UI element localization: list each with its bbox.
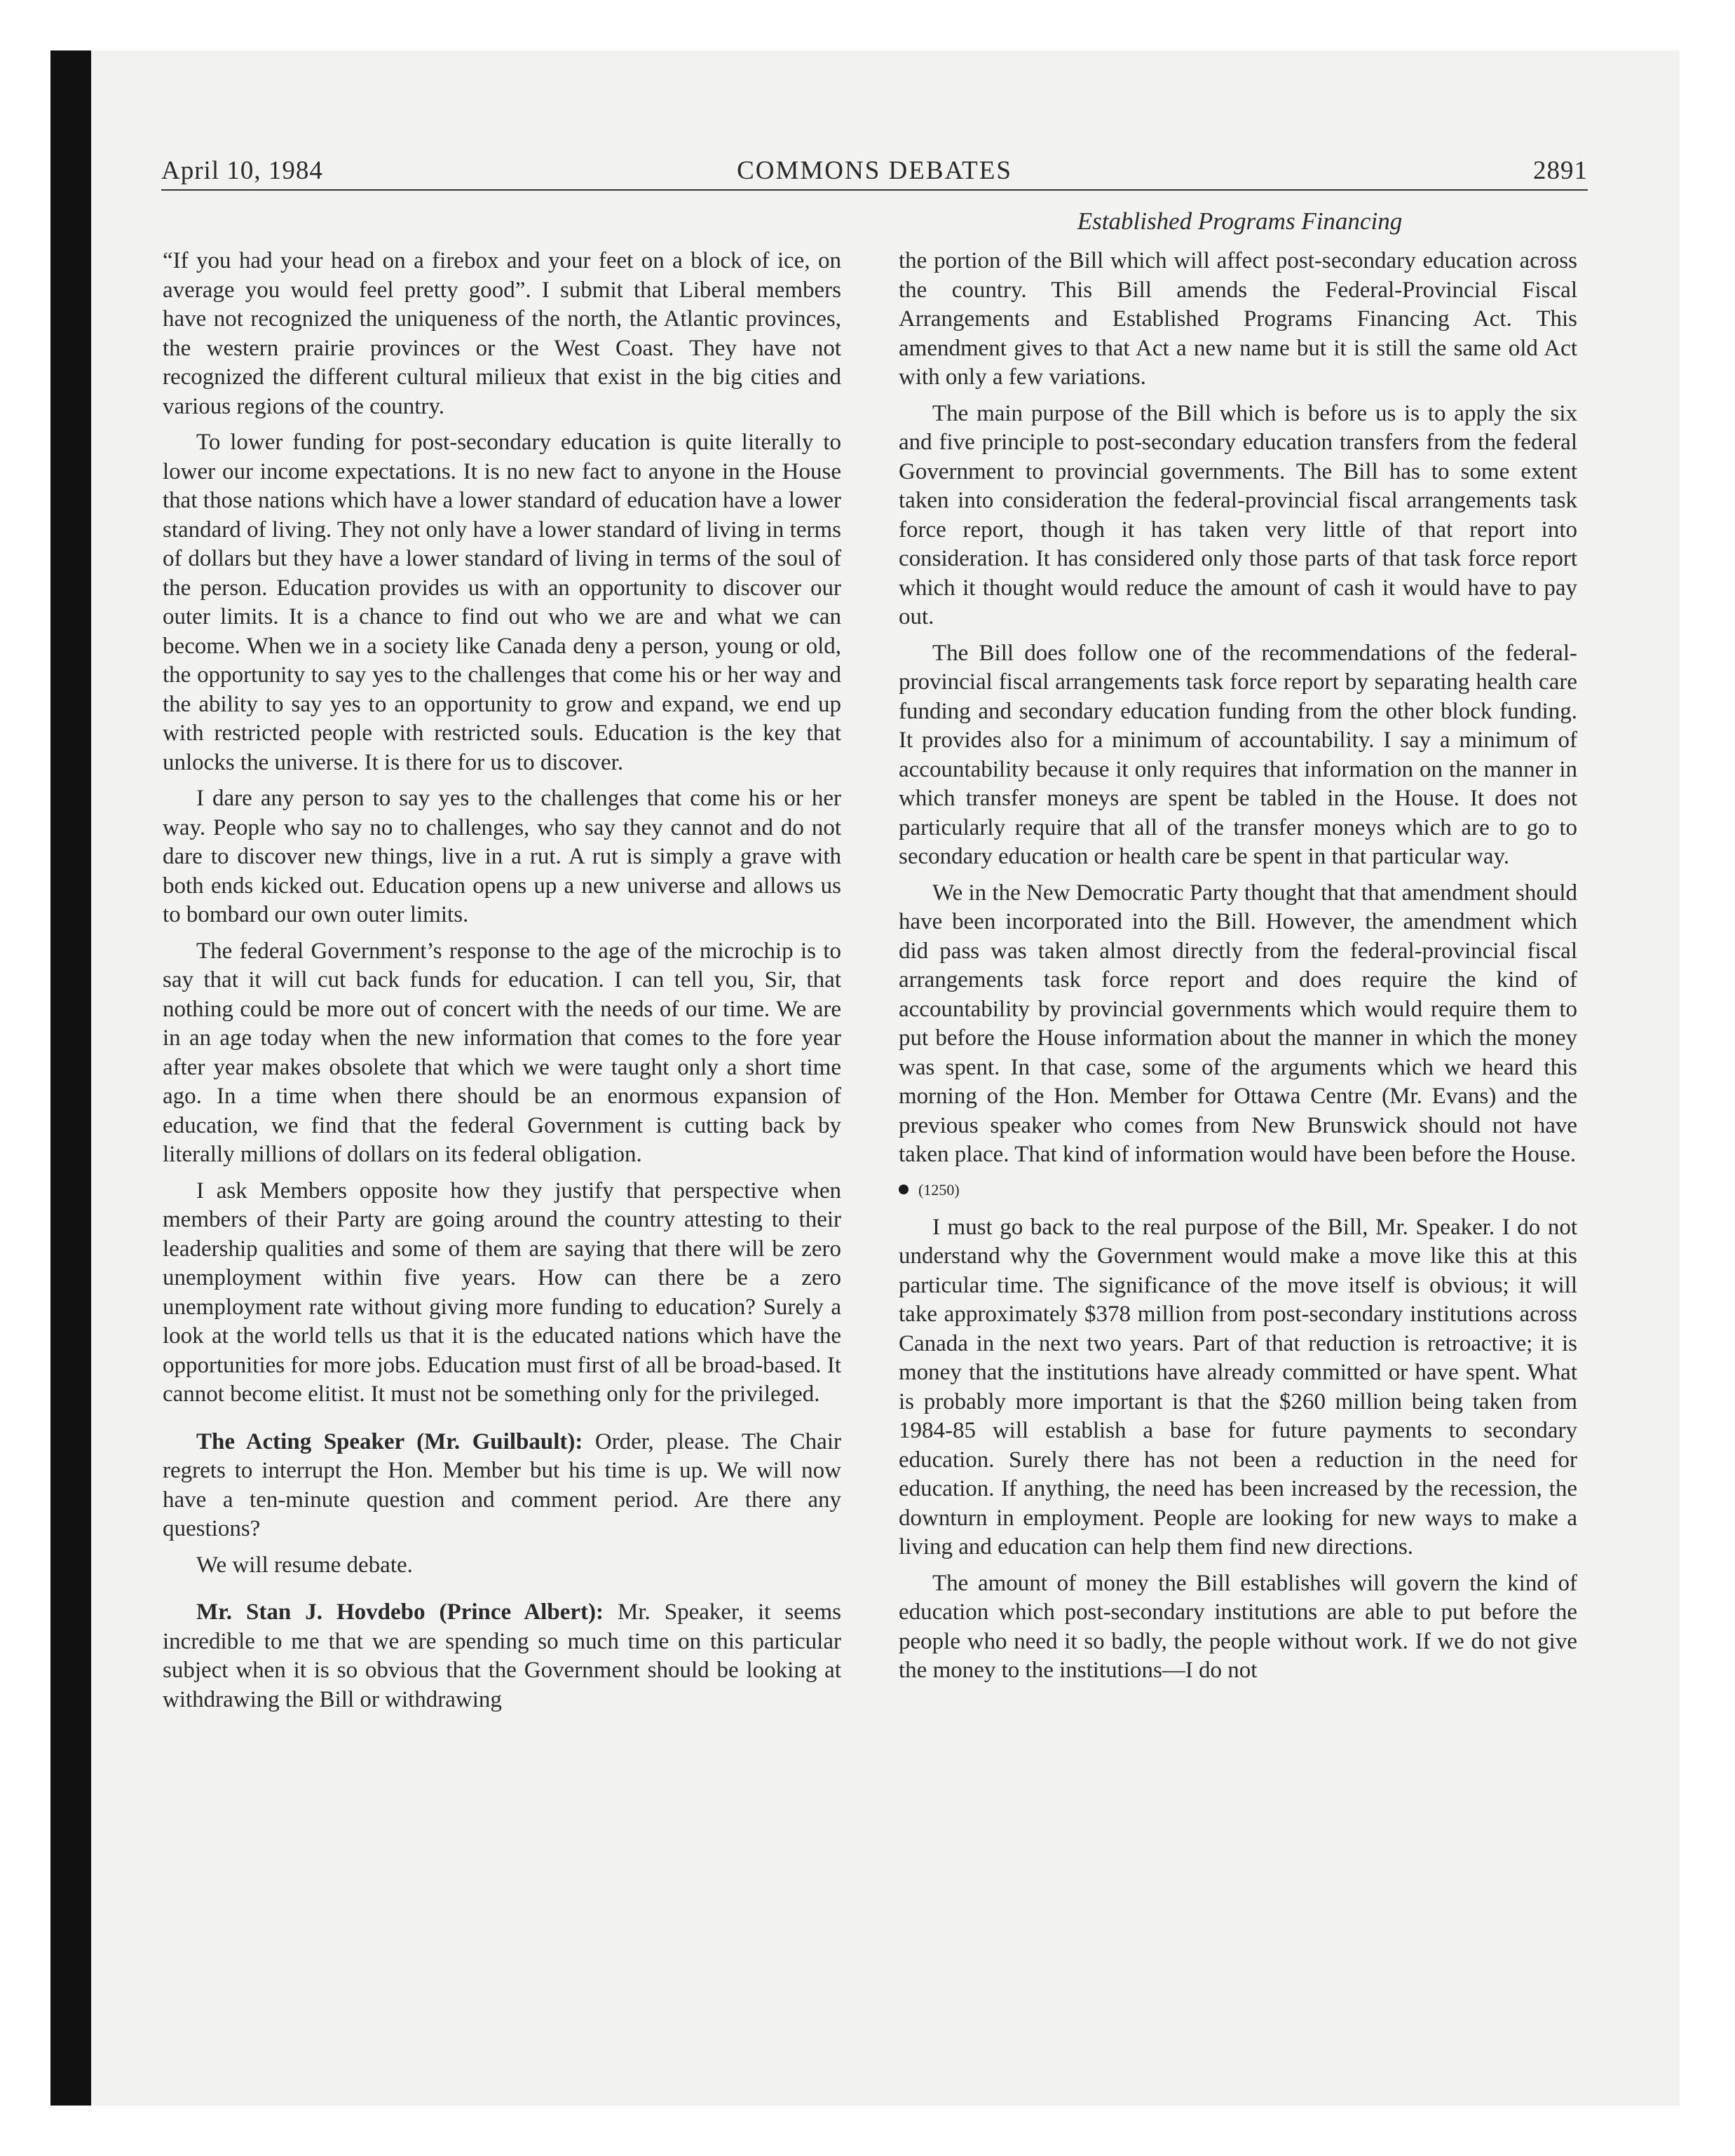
speaker-name: The Acting Speaker (Mr. Guilbault): bbox=[196, 1428, 583, 1454]
paragraph: “If you had your head on a firebox and your feet on a block of ice, on average you would feel pretty good”. I submit that Liberal members have not recognized the uniqueness of the north, the Atlantic provinces, the western prairie provinces or the West Coast. They have not recognized the different cultural milieux that exist in the big cities and various regions of the country. bbox=[163, 248, 841, 419]
paragraph: The amount of money the Bill establishes will govern the kind of education which post-secondary institutions are able to put before the people who need it so badly, the people without work. If we do not give the money to the institutions—I do not bbox=[899, 1570, 1577, 1683]
header-title: COMMONS DEBATES bbox=[737, 156, 1012, 185]
speaker-paragraph bbox=[163, 1598, 841, 1714]
header-page-number: 2891 bbox=[1533, 156, 1588, 185]
paragraph: I ask Members opposite how they justify that perspective when members of their Party are going around the country attesting to their leadership qualities and some of them are saying that there will be zero unemployment within five years. How can there be a zero unemployment rate without giving more funding to education? Surely a look at the world tells us that it is the educated nations which have the opportunities for more jobs. Education must first of all be broad-based. It cannot become elitist. It must not be something only for the privileged. bbox=[163, 1178, 841, 1407]
speech-text: Order, please. The Chair regrets to interrupt the Hon. Member but his time is up. We will now have a ten-minute question and comment period. Are there any questions? bbox=[163, 1428, 841, 1541]
right-column bbox=[899, 247, 1577, 1693]
binding-edge bbox=[50, 50, 91, 2106]
section-heading: Established Programs Financing bbox=[1077, 207, 1403, 235]
left-column bbox=[163, 247, 841, 1721]
speaker-paragraph bbox=[163, 1428, 841, 1544]
paragraph: We in the New Democratic Party thought that that amendment should have been incorporated into the Bill. However, the amendment which did pass was taken almost directly from the federal-provincial fiscal arrangements task force report and does require the kind of accountability by provincial governments which would require them to put before the House information about the manner in which the money was spent. In that case, some of the arguments which we heard this morning of the Hon. Member for Ottawa Centre (Mr. Evans) and the previous speaker who comes from New Brunswick should not have taken place. That kind of information would have been before the House. bbox=[899, 880, 1577, 1167]
speaker-name: Mr. Stan J. Hovdebo (Prince Albert): bbox=[196, 1599, 604, 1625]
paragraph: I must go back to the real purpose of the Bill, Mr. Speaker. I do not understand why the Government would make a move like this at this particular time. The significance of the move itself is obvious; it will take approximately $378 million from post-secondary institutions across Canada in the next two years. Part of that reduction is retroactive; it is money that the institutions have already committed or have spent. What is probably more important is that the $260 million being taken from 1984-85 will establish a base for future payments to secondary education. Surely there has not been a reduction in the need for education. If anything, the need has been increased by the recession, the downturn in employment. People are looking for new ways to make a living and education can help them find new directions. bbox=[899, 1214, 1577, 1560]
paragraph: The Bill does follow one of the recommendations of the federal-provincial fiscal arrangements task force report by separating health care funding and secondary education funding from the other block funding. It provides also for a minimum of accountability. I say a minimum of accountability because it only requires that information on the manner in which transfer moneys are spent be tabled in the House. It does not particularly require that all of the transfer moneys which are to go to secondary education or health care be spent in that particular way. bbox=[899, 640, 1577, 869]
bullet-icon bbox=[899, 1185, 909, 1194]
paragraph: We will resume debate. bbox=[196, 1552, 413, 1578]
paragraph: The federal Government’s response to the age of the microchip is to say that it will cut back funds for education. I can tell you, Sir, that nothing could be more out of concert with the needs of our time. We are in an age today when the new information that comes to the fore year after year makes obsolete that which we were taught only a short time ago. In a time when there should be an enormous expansion of education, we find that the federal Government is cutting back by literally millions of dollars on its federal obligation. bbox=[163, 938, 841, 1167]
speech-text: Mr. Speaker, it seems incredible to me that we are spending so much time on this particular subject when it is so obvious that the Government should be looking at withdrawing the Bill or withdrawing bbox=[163, 1599, 841, 1712]
header-date: April 10, 1984 bbox=[161, 156, 323, 185]
paragraph: the portion of the Bill which will affect post-secondary education across the country. This Bill amends the Federal-Provincial Fiscal Arrangements and Established Programs Financing Act. This amendment gives to that Act a new name but it is still the same old Act with only a few variations. bbox=[899, 248, 1577, 390]
paragraph: I dare any person to say yes to the challenges that come his or her way. People who say no to challenges, who say they cannot and do not dare to discover new things, live in a rut. A rut is simply a grave with both ends kicked out. Education opens up a new universe and allows us to bombard our own outer limits. bbox=[163, 786, 841, 927]
paragraph: The main purpose of the Bill which is before us is to apply the six and five principle to post-secondary education transfers from the federal Government to provincial governments. The Bill has to some extent taken into consideration the federal-provincial fiscal arrangements task force report, though it has taken very little of that report into consideration. It has considered only those parts of that task force report which it thought would reduce the amount of cash it would have to pay out. bbox=[899, 400, 1577, 629]
header-rule bbox=[161, 189, 1588, 191]
paragraph: To lower funding for post-secondary education is quite literally to lower our income expectations. It is no new fact to anyone in the House that those nations which have a lower standard of education have a lower standard of living. They not only have a lower standard of living in terms of dollars but they have a lower standard of living in terms of the soul of the person. Education provides us with an opportunity to discover our outer limits. It is a chance to find out who we are and what we can become. When we in a society like Canada deny a person, young or old, the opportunity to say yes to the challenges that come his or her way and the ability to say yes to an opportunity to grow and expand, we end up with restricted people with restricted souls. Education is the key that unlocks the universe. It is there for us to discover. bbox=[163, 430, 841, 775]
time-marker-text: (1250) bbox=[918, 1180, 960, 1199]
running-head bbox=[161, 156, 1588, 191]
time-marker bbox=[899, 1180, 1577, 1201]
